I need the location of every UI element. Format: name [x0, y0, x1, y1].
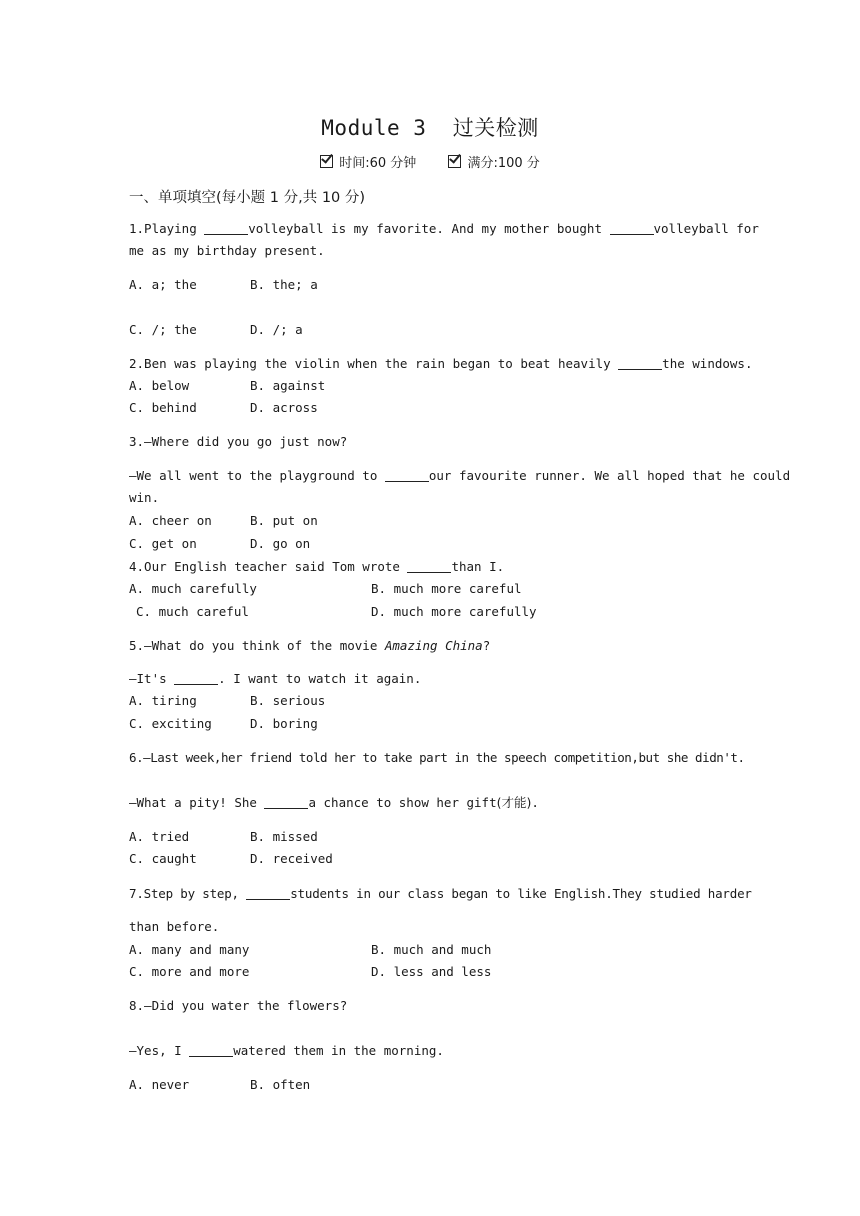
time-info	[320, 152, 416, 171]
q5-option-b: B. serious	[250, 693, 326, 708]
question-2-line-1	[129, 355, 752, 373]
q3-text-b: our favourite runner. We all hoped that he could	[428, 468, 791, 483]
q5-text-d: . I want to watch it again.	[218, 671, 422, 686]
q4-option-c: C. much careful	[136, 604, 249, 619]
question-7-line-2: than before.	[129, 919, 220, 934]
q1-option-b: B. the; a	[250, 277, 318, 292]
question-1-line-1	[129, 220, 759, 238]
answer-blank	[204, 222, 248, 235]
q5-text-c: —It's	[129, 671, 175, 686]
q2-option-b: B. against	[250, 378, 326, 393]
q2-text-a: 2.Ben was playing the violin when the rain began to beat heavily	[129, 356, 619, 371]
answer-blank	[246, 887, 290, 900]
q3-option-d: D. go on	[250, 536, 311, 551]
question-5-line-2	[129, 670, 421, 688]
q2-text-b: the windows.	[662, 356, 753, 371]
answer-blank	[618, 357, 662, 370]
question-3-line-3: win.	[129, 490, 160, 505]
q7-option-d: D. less and less	[371, 964, 492, 979]
question-7-line-1	[129, 885, 752, 903]
time-label: 时间:60 分钟	[339, 156, 417, 171]
q4-option-b: B. much more careful	[371, 581, 522, 596]
movie-title: Amazing China	[384, 638, 483, 653]
q1-option-c: C. /; the	[129, 322, 197, 337]
q3-option-b: B. put on	[250, 513, 318, 528]
q7-option-b: B. much and much	[371, 942, 492, 957]
q4-option-d: D. much more carefully	[371, 604, 537, 619]
answer-blank	[174, 672, 218, 685]
question-5-line-1	[129, 637, 490, 655]
q2-option-c: C. behind	[129, 400, 197, 415]
q2-option-a: A. below	[129, 378, 190, 393]
q1-option-d: D. /; a	[250, 322, 303, 337]
page-title: Module 3 过关检测	[321, 116, 539, 140]
q6-option-a: A. tried	[129, 829, 190, 844]
question-8-line-2	[129, 1042, 444, 1060]
q8-text-a: —Yes, I	[129, 1043, 190, 1058]
question-6-line-2	[129, 794, 539, 812]
q6-option-d: D. received	[250, 851, 333, 866]
question-6-line-1: 6.—Last week,her friend told her to take part in the speech competition,but she didn't.	[129, 750, 745, 765]
answer-blank	[189, 1044, 233, 1057]
q7-option-a: A. many and many	[129, 942, 250, 957]
score-label: 满分:100 分	[467, 156, 540, 171]
answer-blank	[610, 222, 654, 235]
q2-option-d: D. across	[250, 400, 318, 415]
q5-text-a: 5.—What do you think of the movie	[129, 638, 385, 653]
question-3-line-2	[129, 467, 790, 485]
q6-gift-note: (才能)	[496, 795, 532, 810]
q1-text-c: volleyball for	[653, 221, 759, 236]
answer-blank	[264, 796, 308, 809]
question-1-line-2: me as my birthday present.	[129, 243, 325, 258]
q5-option-a: A. tiring	[129, 693, 197, 708]
q6-option-c: C. caught	[129, 851, 197, 866]
section-title: 一、单项填空(每小题 1 分,共 10 分)	[129, 190, 366, 206]
q8-text-b: watered them in the morning.	[233, 1043, 444, 1058]
q5-text-b: ?	[482, 638, 491, 653]
q7-option-c: C. more and more	[129, 964, 250, 979]
score-info	[448, 152, 539, 171]
q3-text-a: —We all went to the playground to	[129, 468, 385, 483]
q8-option-b: B. often	[250, 1077, 311, 1092]
checkbox-icon	[320, 155, 333, 168]
q3-option-a: A. cheer on	[129, 513, 212, 528]
q4-text-a: 4.Our English teacher said Tom wrote	[129, 559, 408, 574]
q6-text-b: a chance to show her gift	[308, 795, 497, 810]
q5-option-d: D. boring	[250, 716, 318, 731]
q6-option-b: B. missed	[250, 829, 318, 844]
question-3-line-1: 3.—Where did you go just now?	[129, 434, 348, 449]
q1-text-b: volleyball is my favorite. And my mother bought	[248, 221, 610, 236]
answer-blank	[385, 469, 429, 482]
answer-blank	[407, 560, 451, 573]
q1-text-a: 1.Playing	[129, 221, 205, 236]
q8-option-a: A. never	[129, 1077, 190, 1092]
q7-text-b: students in our class began to like English.They studied harder	[290, 886, 752, 901]
exam-meta	[0, 152, 860, 171]
q5-option-c: C. exciting	[129, 716, 212, 731]
q4-text-b: than I.	[451, 559, 505, 574]
q4-option-a: A. much carefully	[129, 581, 257, 596]
q6-text-c: .	[531, 795, 539, 810]
question-4-line-1	[129, 558, 504, 576]
checkbox-icon	[448, 155, 461, 168]
q6-text-a: —What a pity! She	[129, 795, 265, 810]
q1-option-a: A. a; the	[129, 277, 197, 292]
question-8-line-1: 8.—Did you water the flowers?	[129, 998, 348, 1013]
q7-text-a: 7.Step by step,	[129, 886, 247, 901]
q3-option-c: C. get on	[129, 536, 197, 551]
